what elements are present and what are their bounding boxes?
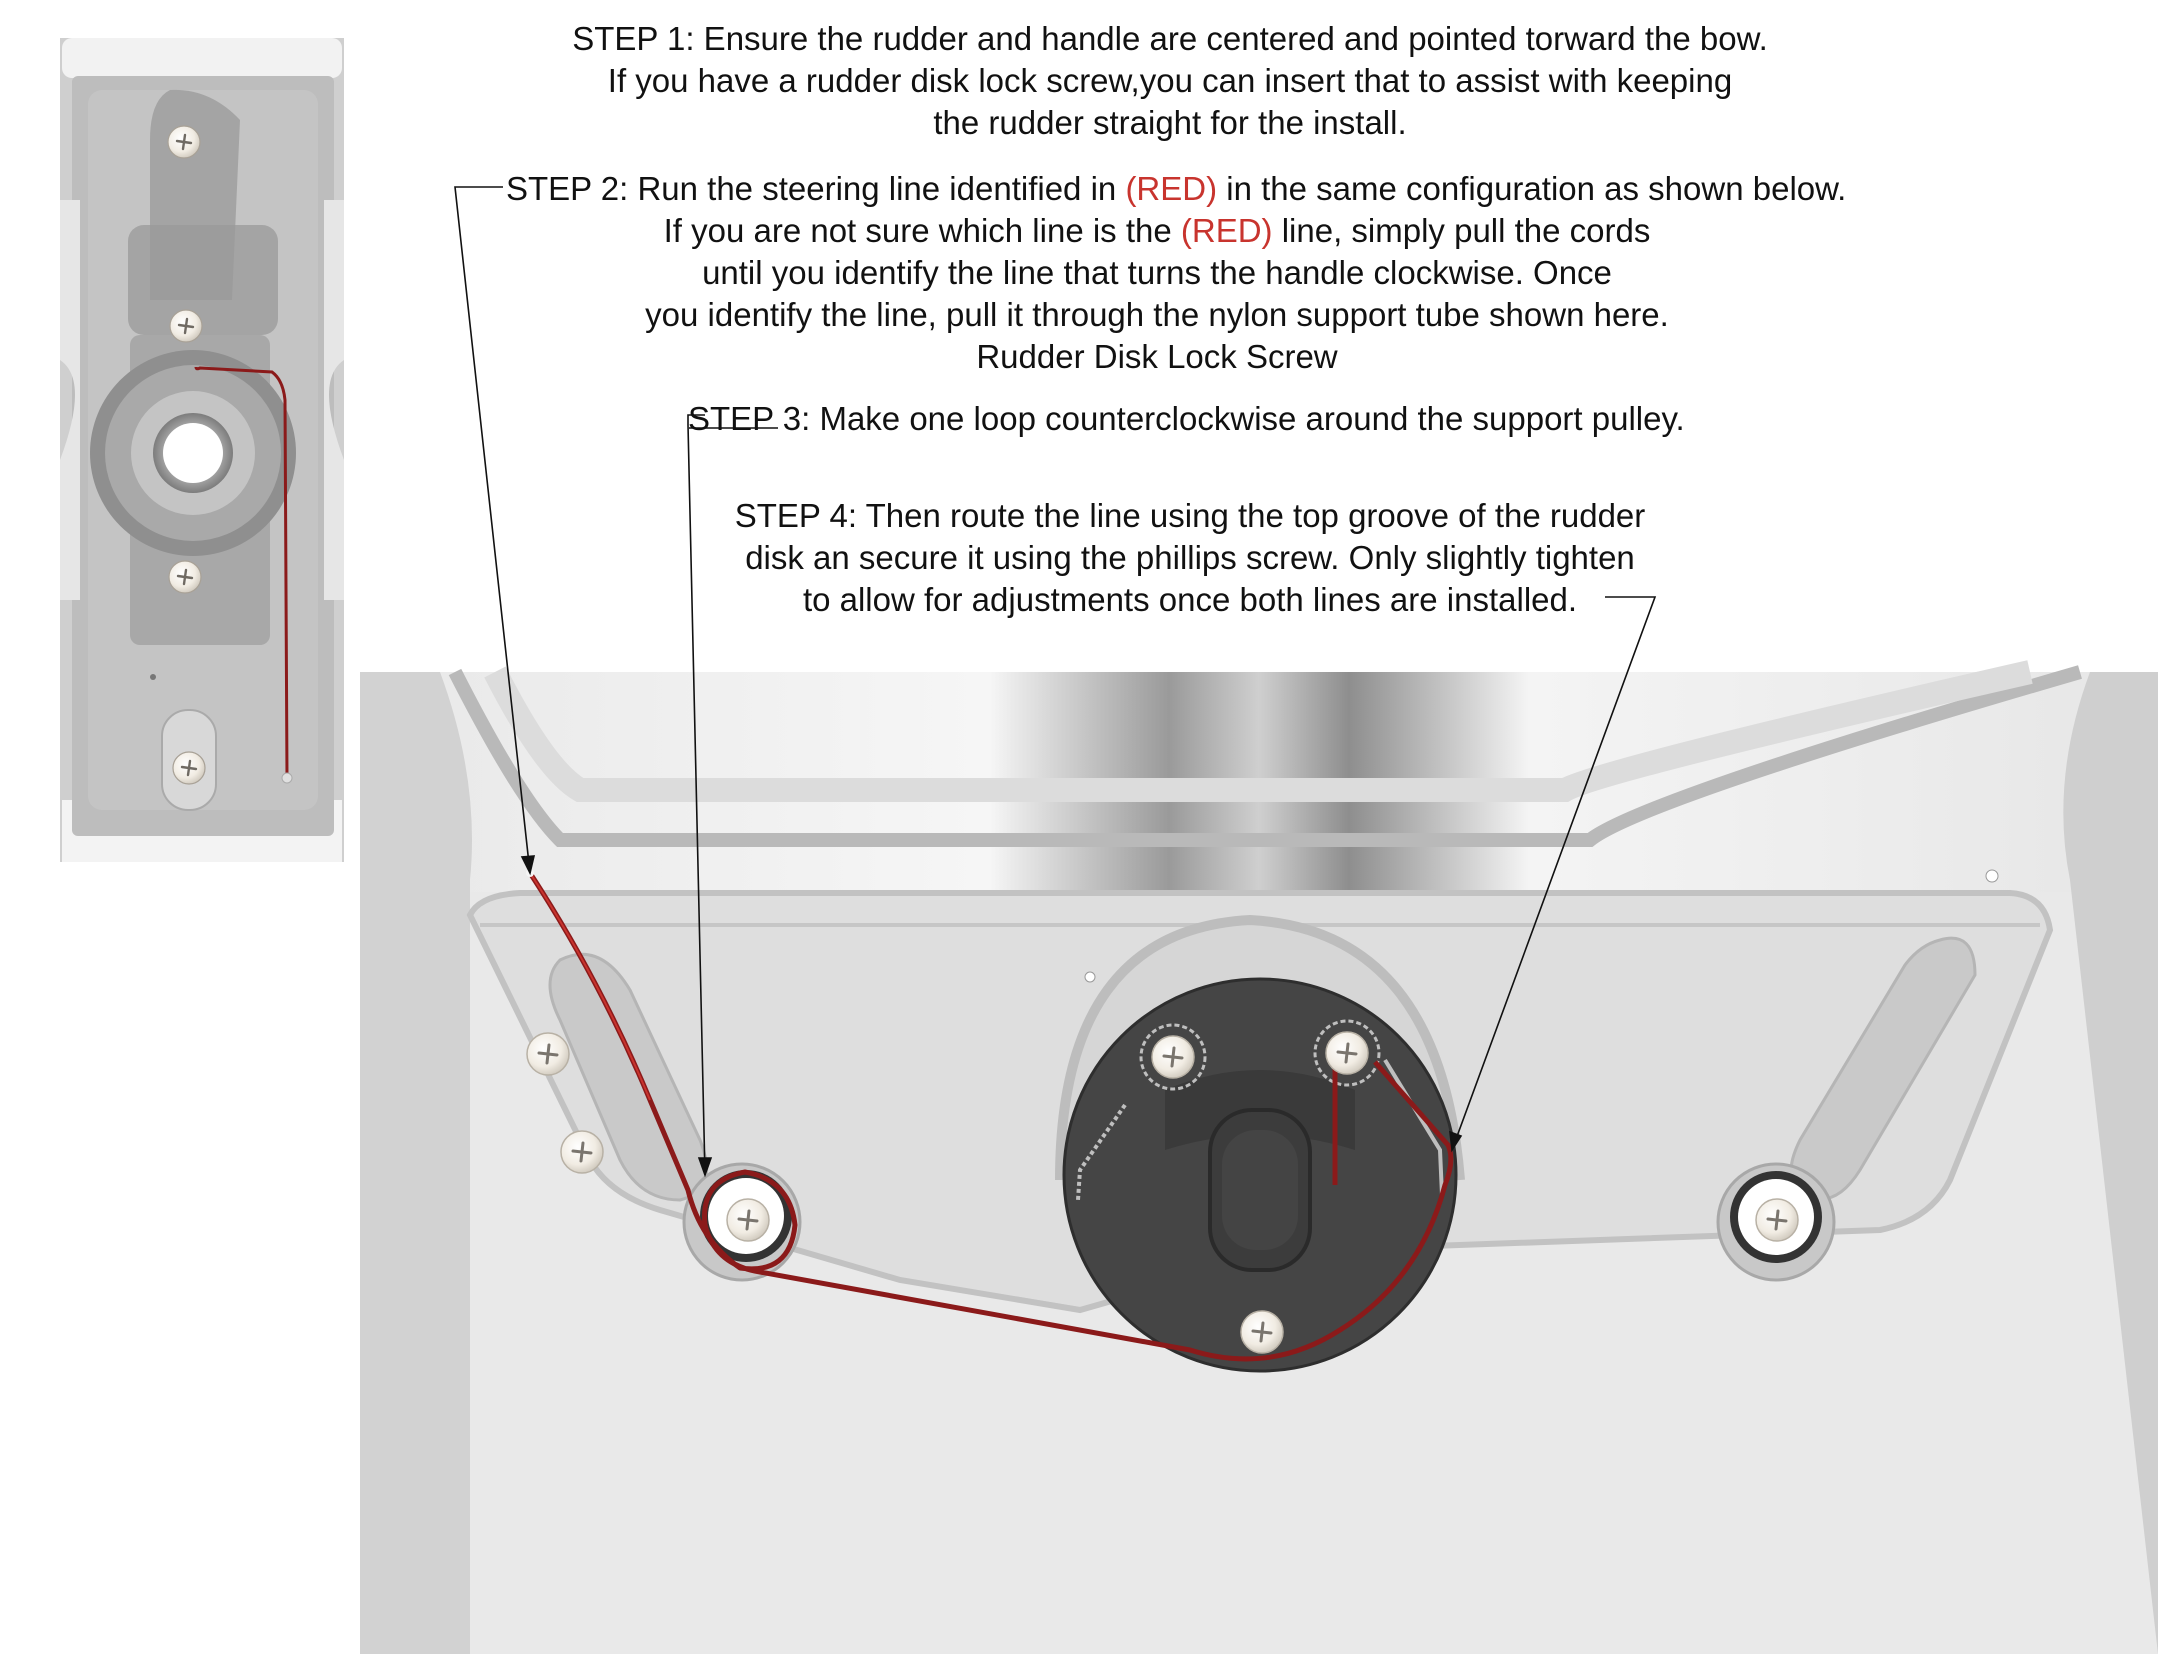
step3-instructions <box>688 398 1788 440</box>
step1-line1: STEP 1: Ensure the rudder and handle are centered and pointed torward the bow. <box>572 20 1768 57</box>
step2-instructions <box>505 168 1925 378</box>
step4-line1: STEP 4: Then route the line using the top groove of the rudder <box>734 497 1646 534</box>
step2-line2 <box>389 210 1925 252</box>
top-view-inset <box>60 38 344 862</box>
step3-line1: STEP 3: Make one loop counterclockwise around the support pulley. <box>688 400 1685 437</box>
step2-line2-start: If you are not sure which line is the <box>663 212 1181 249</box>
step1-line3: the rudder straight for the install. <box>933 104 1407 141</box>
step2-line4: you identify the line, pull it through the nylon support tube shown here. <box>645 296 1669 333</box>
step1-line2: If you have a rudder disk lock screw,you can insert that to assist with keeping <box>607 62 1733 99</box>
step2-line1-end: in the same configuration as shown below. <box>1217 170 1847 207</box>
red-tag: (RED) <box>1125 170 1218 207</box>
step2-line1-start: STEP 2: Run the steering line identified in <box>506 170 1126 207</box>
red-tag-2: (RED) <box>1180 212 1273 249</box>
step2-line5: Rudder Disk Lock Screw <box>976 338 1338 375</box>
step1-instructions <box>520 18 1820 144</box>
main-stern-view <box>360 672 2158 1654</box>
step4-line3: to allow for adjustments once both lines are installed. <box>802 581 1578 618</box>
phillips-screw-icon <box>727 1199 769 1241</box>
step2-line1 <box>505 168 1925 210</box>
step4-instructions <box>700 495 1700 621</box>
step2-line3: until you identify the line that turns the handle clockwise. Once <box>702 254 1612 291</box>
step4-line2: disk an secure it using the phillips screw. Only slightly tighten <box>745 539 1635 576</box>
step2-line2-end: line, simply pull the cords <box>1272 212 1651 249</box>
